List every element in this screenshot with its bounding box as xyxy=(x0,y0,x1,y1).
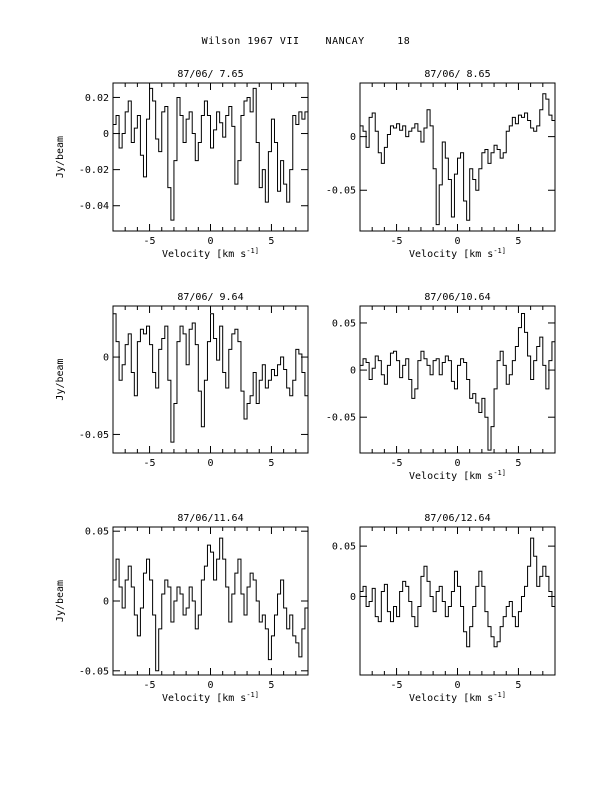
y-tick-label: 0.02 xyxy=(84,92,109,104)
y-tick-label: -0.04 xyxy=(78,201,109,213)
x-axis-label: Velocity [km $s^{-1]}$ xyxy=(409,247,506,260)
spectrum-line xyxy=(113,88,612,220)
page-title: Wilson 1967 VII NANCAY 18 xyxy=(201,36,411,47)
chart-title: 87/06/11.64 xyxy=(177,513,244,524)
x-tick-label: -5 xyxy=(390,458,403,469)
y-tick-label: -0.02 xyxy=(78,165,109,177)
x-tick-label: 0 xyxy=(207,236,214,247)
y-tick-label: 0 xyxy=(349,591,356,603)
x-tick-label: 5 xyxy=(268,680,275,691)
x-tick-label: 5 xyxy=(515,236,522,247)
y-tick-label: 0.05 xyxy=(331,318,356,330)
y-tick-label: 0.05 xyxy=(84,526,109,538)
x-axis-label: Velocity [km $s^{-1]}$ xyxy=(409,691,506,704)
y-tick-label: 0.05 xyxy=(331,541,356,553)
chart-title: 87/06/ 9.64 xyxy=(177,292,244,303)
y-tick-label: 0 xyxy=(102,596,109,608)
spectrum-line xyxy=(360,538,612,647)
x-tick-label: -5 xyxy=(390,680,403,691)
x-tick-label: 0 xyxy=(454,680,461,691)
x-tick-label: 5 xyxy=(515,680,522,691)
y-tick-label: 0 xyxy=(102,129,109,141)
chart-panel-2 xyxy=(326,69,612,260)
x-tick-label: 0 xyxy=(454,236,461,247)
x-tick-label: 0 xyxy=(454,458,461,469)
y-tick-label: 0 xyxy=(349,132,356,144)
x-tick-label: 0 xyxy=(207,458,214,469)
x-axis-label: Velocity [km $s^{-1]}$ xyxy=(162,247,259,260)
chart-title: 87/06/ 8.65 xyxy=(424,69,491,80)
plot-frame xyxy=(113,83,308,231)
y-axis-label: Jy/beam xyxy=(55,579,66,623)
spectrum-line xyxy=(360,314,612,451)
x-tick-label: 0 xyxy=(207,680,214,691)
x-axis-label: Velocity [km $s^{-1]}$ xyxy=(409,469,506,482)
spectrum-line xyxy=(113,311,612,443)
x-tick-label: -5 xyxy=(390,236,403,247)
x-tick-label: 5 xyxy=(268,458,275,469)
plot-frame xyxy=(360,83,555,231)
chart-panel-6 xyxy=(332,513,612,704)
y-axis-label: Jy/beam xyxy=(55,135,66,179)
y-tick-label: -0.05 xyxy=(325,412,356,424)
x-tick-label: 5 xyxy=(515,458,522,469)
plot-frame xyxy=(360,527,555,675)
y-tick-label: 0 xyxy=(102,352,109,364)
chart-title: 87/06/10.64 xyxy=(424,292,491,303)
spectrum-line xyxy=(360,94,612,225)
x-axis-label: Velocity [km $s^{-1]}$ xyxy=(162,691,259,704)
chart-title: 87/06/ 7.65 xyxy=(177,69,244,80)
y-tick-label: -0.05 xyxy=(78,429,109,441)
x-tick-label: -5 xyxy=(143,680,156,691)
chart-title: 87/06/12.64 xyxy=(424,513,491,524)
x-tick-label: -5 xyxy=(143,236,156,247)
x-tick-label: 5 xyxy=(268,236,275,247)
chart-panel-4 xyxy=(326,292,612,482)
x-tick-label: -5 xyxy=(143,458,156,469)
y-tick-label: 0 xyxy=(349,365,356,377)
y-tick-label: -0.05 xyxy=(78,666,109,678)
y-tick-label: -0.05 xyxy=(325,185,356,197)
y-axis-label: Jy/beam xyxy=(55,358,66,401)
